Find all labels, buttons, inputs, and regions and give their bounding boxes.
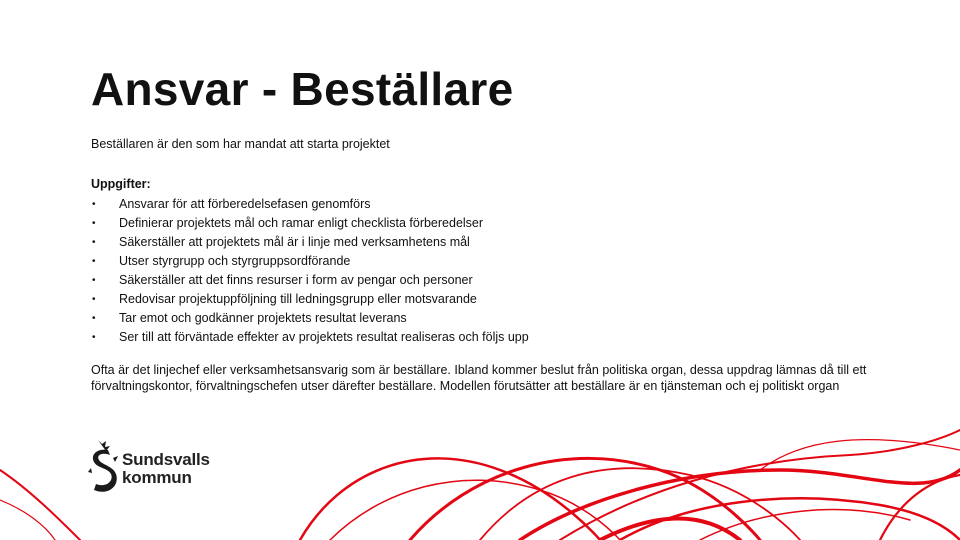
list-item	[91, 252, 529, 271]
list-item	[91, 328, 529, 347]
list-item	[91, 233, 529, 252]
list-item-text: Tar emot och godkänner projektets resultat leverans	[119, 311, 407, 325]
sundsvall-dragon-s-logo-icon	[86, 438, 120, 496]
tasks-heading: Uppgifter:	[91, 177, 151, 191]
bullet: •	[92, 313, 96, 324]
bullet: •	[92, 256, 96, 267]
bullet: •	[92, 332, 96, 343]
list-item	[91, 309, 529, 328]
outro-text: Ofta är det linjechef eller verksamhetsansvarig som är beställare. Ibland kommer beslut från politiska organ, dessa uppdrag lämnas då till ett förvaltningskontor, förvaltningschefen utser därefter beställare. Modellen förutsätter att beställare är en tjänsteman och ej politiskt organ	[91, 363, 867, 393]
list-item-text: Utser styrgrupp och styrgruppsordförande	[119, 254, 351, 268]
tasks-section	[91, 176, 529, 347]
list-item-text: Säkerställer att projektets mål är i linje med verksamhetens mål	[119, 235, 470, 249]
bullet: •	[92, 199, 96, 210]
sundsvalls-kommun-logo	[86, 438, 246, 498]
bullet: •	[92, 237, 96, 248]
tasks-list	[91, 195, 529, 347]
list-item	[91, 195, 529, 214]
list-item-text: Redovisar projektuppföljning till ledningsgrupp eller motsvarande	[119, 292, 477, 306]
bullet: •	[92, 294, 96, 305]
intro-text: Beställaren är den som har mandat att starta projektet	[91, 137, 390, 151]
list-item-text: Säkerställer att det finns resurser i form av pengar och personer	[119, 273, 473, 287]
bullet: •	[92, 218, 96, 229]
list-item	[91, 290, 529, 309]
list-item-text: Definierar projektets mål och ramar enligt checklista förberedelser	[119, 216, 484, 230]
list-item	[91, 271, 529, 290]
list-item	[91, 214, 529, 233]
bullet: •	[92, 275, 96, 286]
logo-line-2: kommun	[122, 468, 192, 487]
list-item-text: Ansvarar för att förberedelsefasen genomförs	[119, 197, 371, 211]
list-item-text: Ser till att förväntade effekter av projektets resultat realiseras och följs upp	[119, 330, 529, 344]
logo-line-1: Sundsvalls	[122, 450, 210, 469]
logo-wordmark	[122, 451, 210, 487]
slide-title: Ansvar - Beställare	[91, 63, 514, 115]
